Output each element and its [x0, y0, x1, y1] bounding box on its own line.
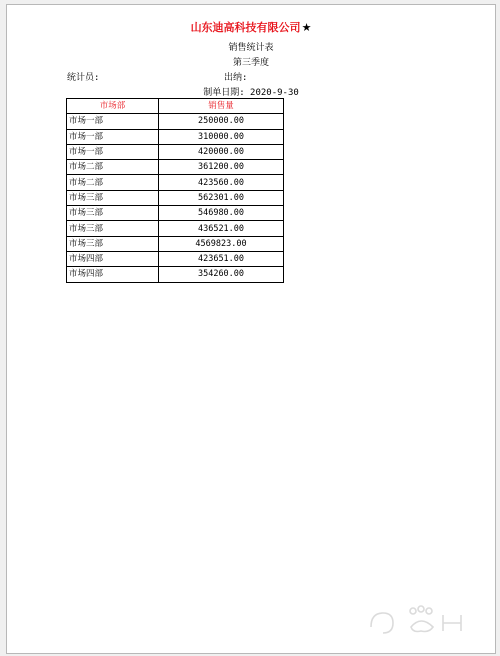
table-row [67, 175, 284, 190]
department-cell: 市场四部 [67, 251, 159, 266]
report-period: 第三季度 [232, 58, 269, 68]
document-page [6, 4, 496, 654]
department-cell: 市场二部 [67, 175, 159, 190]
sales-cell: 4569823.00 [159, 236, 284, 251]
department-cell: 市场一部 [67, 114, 159, 129]
sales-cell: 436521.00 [159, 221, 284, 236]
sales-cell: 562301.00 [159, 190, 284, 205]
department-cell: 市场一部 [67, 144, 159, 159]
sales-cell: 420000.00 [159, 144, 284, 159]
department-cell: 市场三部 [67, 221, 159, 236]
table-header-row [67, 99, 284, 114]
star-icon: ★ [301, 21, 312, 34]
sales-cell: 361200.00 [159, 160, 284, 175]
sales-cell: 310000.00 [159, 129, 284, 144]
report-title: 销售统计表 [228, 43, 274, 53]
table-row [67, 129, 284, 144]
sales-cell: 354260.00 [159, 267, 284, 282]
header-sales: 销售量 [159, 99, 284, 114]
company-title [7, 19, 495, 35]
header-department: 市场部 [67, 99, 159, 114]
watermark-logo-icon [363, 601, 473, 641]
department-cell: 市场二部 [67, 160, 159, 175]
table-row [67, 144, 284, 159]
table-row [67, 251, 284, 266]
department-cell: 市场三部 [67, 190, 159, 205]
table-row [67, 114, 284, 129]
table-row [67, 206, 284, 221]
company-name: 山东迪高科技有限公司 [190, 21, 301, 34]
department-cell: 市场一部 [67, 129, 159, 144]
department-cell: 市场三部 [67, 206, 159, 221]
cashier-label: 出纳: [224, 73, 248, 83]
date-line: 制单日期: 2020-9-30 [203, 88, 299, 98]
sales-table [66, 98, 284, 283]
sales-cell: 423560.00 [159, 175, 284, 190]
table-row [67, 190, 284, 205]
statistician-label: 统计员: [67, 73, 100, 83]
sales-cell: 423651.00 [159, 251, 284, 266]
department-cell: 市场三部 [67, 236, 159, 251]
table-row [67, 160, 284, 175]
sales-cell: 250000.00 [159, 114, 284, 129]
table-row [67, 236, 284, 251]
table-row [67, 221, 284, 236]
sales-cell: 546980.00 [159, 206, 284, 221]
table-row [67, 267, 284, 282]
department-cell: 市场四部 [67, 267, 159, 282]
